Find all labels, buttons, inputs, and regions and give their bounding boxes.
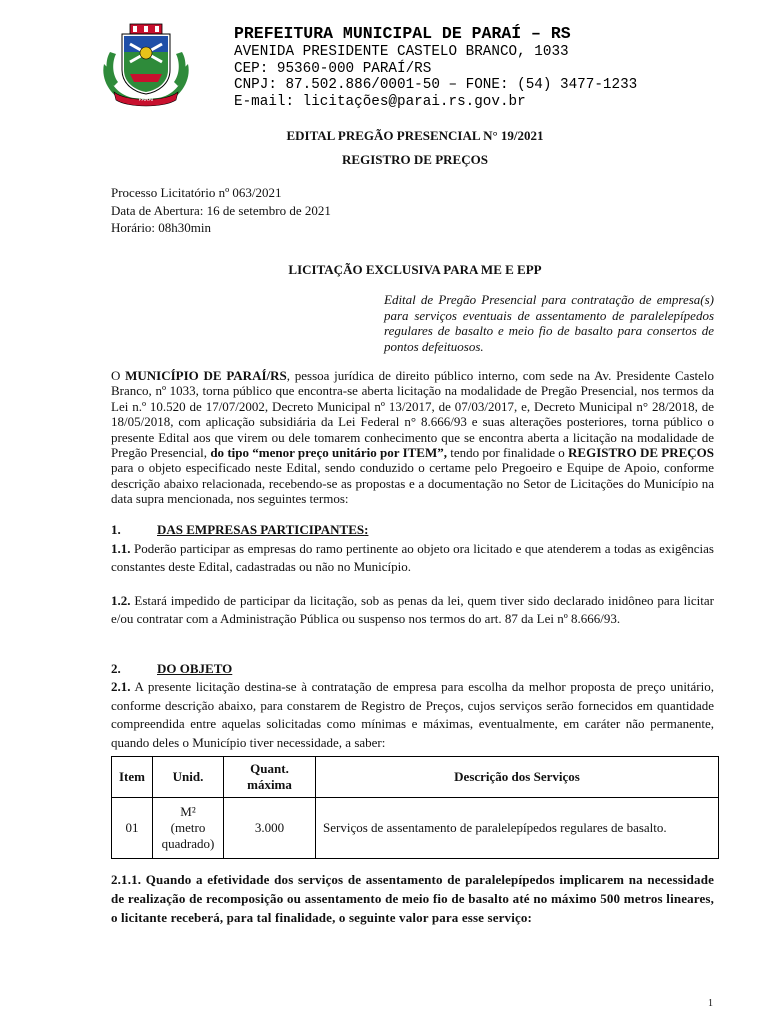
cell-quantity: 3.000 [224,798,316,859]
edital-abstract: Edital de Pregão Presencial para contratação de empresa(s) para serviços eventuais de assentamento de paralelepípedos regulares de basalto e meio fio de basalto para consertos de pontos defeituosos. [384,292,714,354]
letterhead-email: E-mail: licitações@parai.rs.gov.br [234,93,526,110]
opening-date: Data de Abertura: 16 de setembro de 2021 [111,202,331,218]
column-header-item: Item [112,757,153,798]
page-number: 1 [708,998,713,1009]
section-2-1-1-paragraph: 2.1.1. Quando a efetividade dos serviços de assentamento de paralelepípedos implicarem na necessidade de realização de recomposição ou assentamento de meio fio de basalto até no máximo 500 metros lineares, o licitante receberá, para tal finalidade, o seguinte valor para esse serviço: [111,872,714,925]
letterhead-cep: CEP: 95360-000 PARAÍ/RS [234,60,432,77]
table-row [112,798,719,859]
process-metadata [111,184,331,237]
letterhead-cnpj: CNPJ: 87.502.886/0001-50 – FONE: (54) 3477-1233 [234,77,638,93]
section-2-1-paragraph: 2.1. A presente licitação destina-se à contratação de empresa para escolha da melhor proposta de preço unitário, conforme descrição abaixo, para constarem de Registro de Preços, cujos serviços serão fornecidos em quantidade compreendida entre aquelas solicitadas como mínimas e máximas, eventualmente, em caráter não permanente, quando deles o Município tiver necessidade, a saber: [111,679,714,750]
municipal-coat-of-arms-logo [100,22,192,108]
edital-title: EDITAL PREGÃO PRESENCIAL N° 19/2021 [286,128,544,143]
opening-time: Horário: 08h30min [111,220,212,235]
services-table [111,756,719,859]
letterhead-title: PREFEITURA MUNICIPAL DE PARAÍ – RS [234,24,571,43]
process-number: Processo Licitatório nº 063/2021 [111,185,282,200]
letterhead [234,24,637,110]
logo-ribbon-text: PARAÍ [138,97,154,103]
table-header-row [112,757,719,798]
cell-description: Serviços de assentamento de paralelepípedos regulares de basalto. [316,798,719,859]
cell-item: 01 [112,798,153,859]
exclusive-bidding-notice: LICITAÇÃO EXCLUSIVA PARA ME E EPP [288,262,542,277]
edital-subtitle: REGISTRO DE PREÇOS [342,152,488,167]
section-1-1-paragraph: 1.1. Poderão participar as empresas do ramo pertinente ao objeto ora licitado e que atenderem a todas as exigências constantes deste Edital, cadastradas ou não no Município. [111,541,714,574]
column-header-quantity: Quant. máxima [224,757,316,798]
intro-paragraph: O MUNICÍPIO DE PARAÍ/RS, pessoa jurídica de direito público interno, com sede na Av. Presidente Castelo Branco, nº 1033, torna público que encontra-se aberta licitação na modalidade de Pregão Presencial, nos termos da Lei n.º 10.520 de 17/07/2002, Decreto Municipal nº 13/2017, de 07/03/2017, e, Decreto Municipal n° 28/2018, de 18/05/2018, com aplicação subsidiária da Lei Federal n° 8.666/93 e suas alterações posteriores, torna público o presente Edital aos que virem ou dele tomarem conhecimento que se encontra aberta a licitação na modalidade de Pregão Presencial, do tipo “menor preço unitário por ITEM”, tendo por finalidade o REGISTRO DE PREÇOS para o objeto especificado neste Edital, sendo conduzido o certame pelo Pregoeiro e Equipe de Apoio, conforme descrição abaixo relacionada, recebendo-se as propostas e a documentação no Setor de Licitações do Município na data supra mencionada, nos seguintes termos: [111,368,715,507]
column-header-unit: Unid. [153,757,224,798]
section-1-2-paragraph: 1.2. Estará impedido de participar da licitação, sob as penas da lei, quem tiver sido declarado inidôneo para licitar e/ou contratar com a Administração Pública ou suspenso nos termos do art. 87 da Lei nº 8.666/93. [111,593,714,626]
section-1-heading: 1. DAS EMPRESAS PARTICIPANTES: [111,522,369,537]
column-header-description: Descrição dos Serviços [316,757,719,798]
cell-unit: M² (metro quadrado) [153,798,224,859]
section-2-heading: 2. DO OBJETO [111,661,233,676]
letterhead-address: AVENIDA PRESIDENTE CASTELO BRANCO, 1033 [234,44,569,60]
